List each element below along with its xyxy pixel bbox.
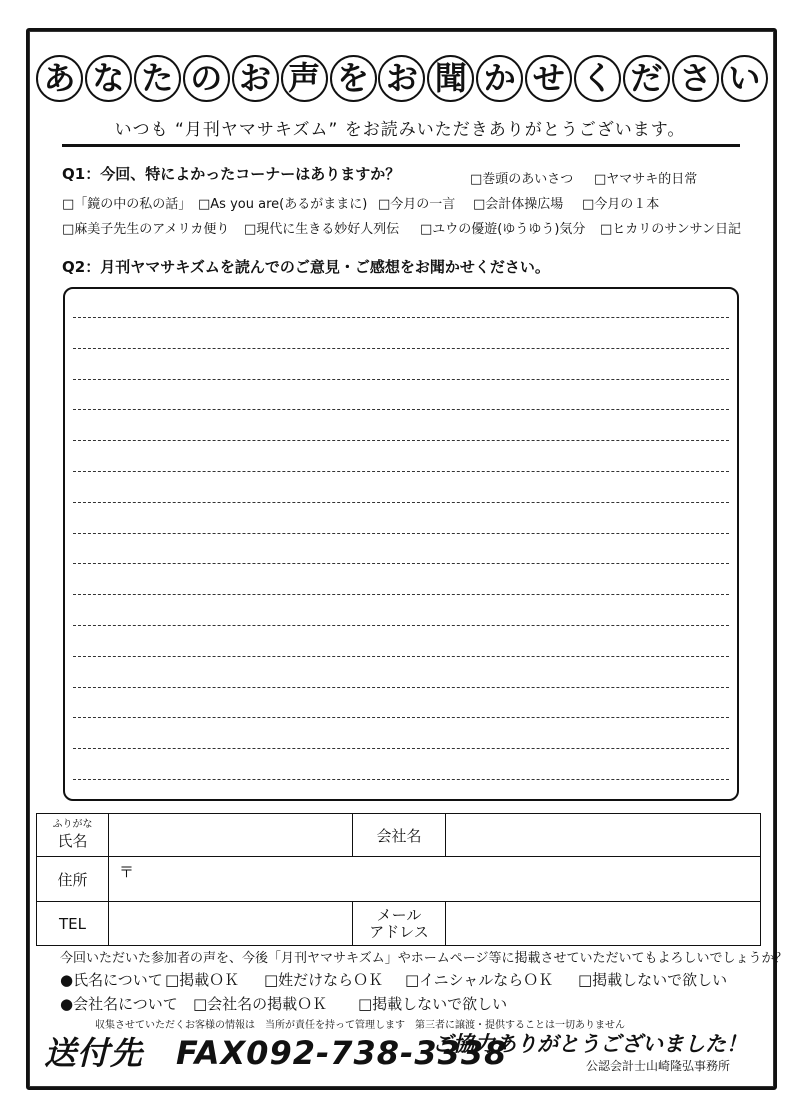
divider bbox=[62, 144, 740, 147]
consent-company-row bbox=[60, 993, 760, 1015]
name-label: 氏名 bbox=[57, 832, 88, 850]
answer-line bbox=[73, 440, 729, 441]
q1-option-monthly-one[interactable]: □今月の１本 bbox=[582, 197, 660, 212]
q2-answer-area[interactable] bbox=[63, 287, 739, 801]
postal-mark: 〒 bbox=[119, 863, 135, 881]
q1-option-opening[interactable]: □巻頭のあいさつ bbox=[470, 172, 574, 187]
title-banner bbox=[36, 51, 768, 105]
title-char: さ bbox=[672, 55, 719, 102]
mail-field[interactable] bbox=[446, 902, 761, 946]
consent-company-ok[interactable]: □会社名の掲載ＯＫ bbox=[193, 995, 328, 1013]
answer-line bbox=[73, 471, 729, 472]
answer-line bbox=[73, 348, 729, 349]
title-char: 聞 bbox=[427, 55, 474, 102]
title-char: い bbox=[721, 55, 768, 102]
title-char: の bbox=[183, 55, 230, 102]
title-char: か bbox=[476, 55, 523, 102]
consent-name-row bbox=[60, 969, 760, 991]
answer-line bbox=[73, 563, 729, 564]
consent-name-initial-ok[interactable]: □イニシャルならＯＫ bbox=[405, 971, 554, 989]
consent-name-no[interactable]: □掲載しないで欲しい bbox=[578, 971, 728, 989]
q1-option-daily[interactable]: □ヤマサキ的日常 bbox=[594, 172, 698, 187]
answer-line bbox=[73, 594, 729, 595]
company-field[interactable] bbox=[446, 814, 761, 857]
consent-name-ok[interactable]: □掲載ＯＫ bbox=[165, 971, 240, 989]
answer-line bbox=[73, 379, 729, 380]
privacy-note: 収集させていただくお客様の情報は 当所が責任を持って管理します 第三者に譲渡・提供することは一切ありません bbox=[95, 1020, 625, 1031]
tel-field[interactable] bbox=[109, 902, 353, 946]
answer-line bbox=[73, 779, 729, 780]
answer-line bbox=[73, 625, 729, 626]
title-char: な bbox=[85, 55, 132, 102]
title-char: あ bbox=[36, 55, 83, 102]
office-name: 公認会計士山崎隆弘事務所 bbox=[586, 1059, 731, 1073]
q1-option-mirror[interactable]: □「鏡の中の私の話」 bbox=[62, 197, 192, 212]
thanks-message: ご協力ありがとうございました！ bbox=[432, 1032, 747, 1056]
consent-company-no[interactable]: □掲載しないで欲しい bbox=[358, 995, 508, 1013]
title-char: お bbox=[232, 55, 279, 102]
furigana-label: ふりがな bbox=[52, 819, 93, 830]
q1-option-yuu[interactable]: □ユウの優遊(ゆうゆう)気分 bbox=[420, 222, 586, 237]
fax-destination: 送付先 FAX092-738-3338 bbox=[44, 1034, 508, 1072]
consent-name-surname-ok[interactable]: □姓だけならＯＫ bbox=[264, 971, 384, 989]
answer-line bbox=[73, 656, 729, 657]
q1-option-myokonin[interactable]: □現代に生きる妙好人列伝 bbox=[244, 222, 400, 237]
answer-line bbox=[73, 717, 729, 718]
answer-line bbox=[73, 748, 729, 749]
name-field[interactable] bbox=[109, 814, 353, 857]
consent-question: 今回いただいた参加者の声を、今後「月刊ヤマサキズム」やホームページ等に掲載させていただいてもよろしいでしょうか？ bbox=[60, 951, 788, 966]
mail-label-line1: メール bbox=[376, 906, 422, 924]
title-char: だ bbox=[623, 55, 670, 102]
q1-option-word[interactable]: □今月の一言 bbox=[378, 197, 456, 212]
consent-company-label: ●会社名について bbox=[60, 995, 178, 1013]
company-label: 会社名 bbox=[353, 814, 446, 857]
q1-label: Q1：今回、特によかったコーナーはありますか？ bbox=[62, 165, 401, 183]
answer-line bbox=[73, 533, 729, 534]
q2-label: Q2：月刊ヤマサキズムを読んでのご意見・ご感想をお聞かせください。 bbox=[62, 258, 550, 276]
subtitle: いつも “月刊ヤマサキズム” をお読みいただきありがとうございます。 bbox=[114, 120, 686, 140]
q1-option-exercise[interactable]: □会計体操広場 bbox=[473, 197, 564, 212]
consent-name-label: ●氏名について bbox=[60, 971, 163, 989]
title-char: お bbox=[378, 55, 425, 102]
title-char: く bbox=[574, 55, 621, 102]
title-char: を bbox=[330, 55, 377, 102]
q1-option-as-you-are[interactable]: □As you are(あるがままに) bbox=[198, 197, 368, 212]
title-char: 声 bbox=[281, 55, 328, 102]
q1-option-hikari[interactable]: □ヒカリのサンサン日記 bbox=[600, 222, 741, 237]
mail-label-line2: アドレス bbox=[369, 922, 429, 941]
title-char: せ bbox=[525, 55, 572, 102]
answer-line bbox=[73, 317, 729, 318]
title-char: た bbox=[134, 55, 181, 102]
contact-form bbox=[36, 813, 761, 946]
tel-label: TEL bbox=[37, 902, 109, 946]
address-field[interactable] bbox=[109, 857, 761, 902]
q1-option-america[interactable]: □麻美子先生のアメリカ便り bbox=[62, 222, 230, 237]
answer-line bbox=[73, 502, 729, 503]
answer-line bbox=[73, 409, 729, 410]
address-label: 住所 bbox=[37, 857, 109, 902]
name-label-cell bbox=[37, 814, 109, 857]
answer-line bbox=[73, 687, 729, 688]
mail-label bbox=[353, 902, 446, 946]
